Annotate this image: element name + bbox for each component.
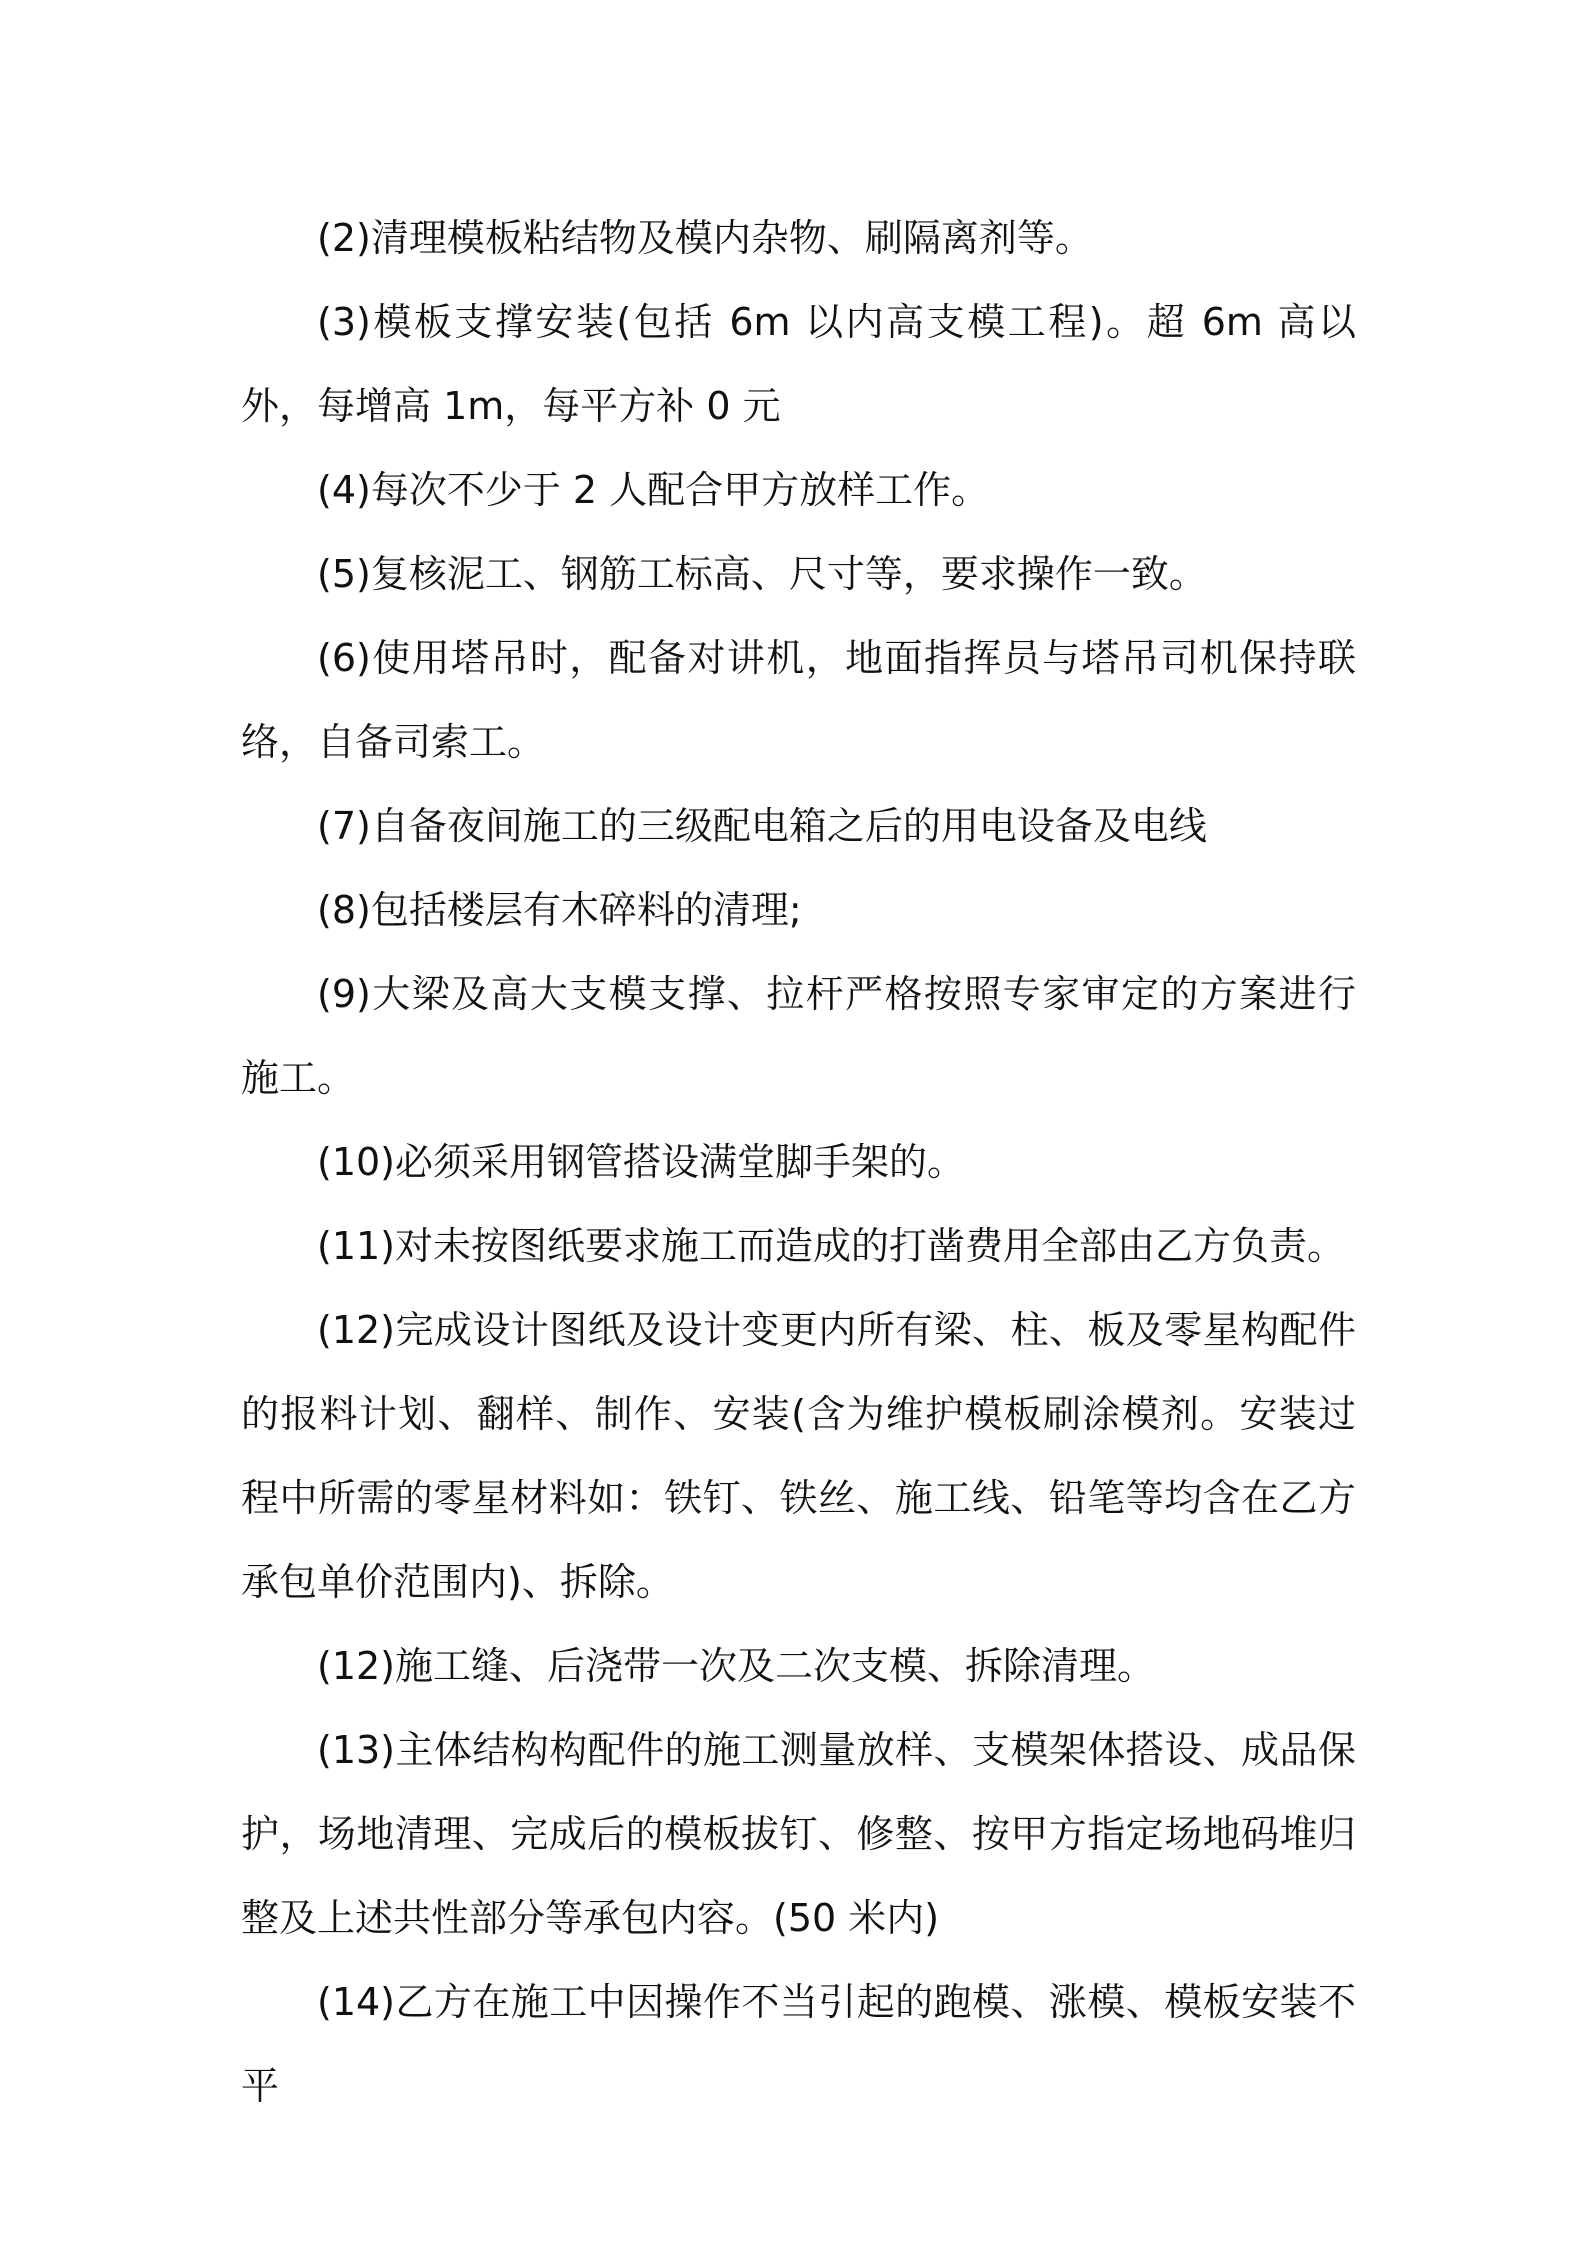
paragraph-2: (2)清理模板粘结物及模内杂物、刷隔离剂等。: [317, 216, 1093, 260]
paragraph-10: (10)必须采用钢管搭设满堂脚手架的。: [317, 1140, 966, 1184]
paragraph-4: (4)每次不少于 2 人配合甲方放样工作。: [317, 468, 990, 512]
paragraph-5: (5)复核泥工、钢筋工标高、尺寸等，要求操作一致。: [317, 552, 1207, 596]
paragraph-7: (7)自备夜间施工的三级配电箱之后的用电设备及电线: [317, 804, 1207, 848]
paragraph-3: (3)模板支撑安装(包括 6m 以内高支模工程)。超 6m 高以外，每增高 1m，每平方补 0 元: [241, 300, 1356, 428]
document-body: [241, 196, 1356, 2128]
paragraph-12a: (12)完成设计图纸及设计变更内所有梁、柱、板及零星构配件的报料计划、翻样、制作、安装(含为维护模板刷涂模剂。安装过程中所需的零星材料如：铁钉、铁丝、施工线、铅笔等均含在乙方承包单价范围内)、拆除。: [241, 1308, 1357, 1604]
paragraph-9: (9)大梁及高大支模支撑、拉杆严格按照专家审定的方案进行施工。: [241, 972, 1356, 1100]
paragraph-14: (14)乙方在施工中因操作不当引起的跑模、涨模、模板安装不平: [241, 1980, 1356, 2108]
paragraph-6: (6)使用塔吊时，配备对讲机，地面指挥员与塔吊司机保持联络，自备司索工。: [241, 636, 1356, 764]
paragraph-12b: (12)施工缝、后浇带一次及二次支模、拆除清理。: [317, 1644, 1156, 1688]
paragraph-8: (8)包括楼层有木碎料的清理;: [317, 888, 802, 932]
paragraph-11: (11)对未按图纸要求施工而造成的打凿费用全部由乙方负责。: [317, 1224, 1346, 1268]
paragraph-13: (13)主体结构构配件的施工测量放样、支模架体搭设、成品保护，场地清理、完成后的模板拔钉、修整、按甲方指定场地码堆归整及上述共性部分等承包内容。(50 米内): [241, 1728, 1356, 1940]
